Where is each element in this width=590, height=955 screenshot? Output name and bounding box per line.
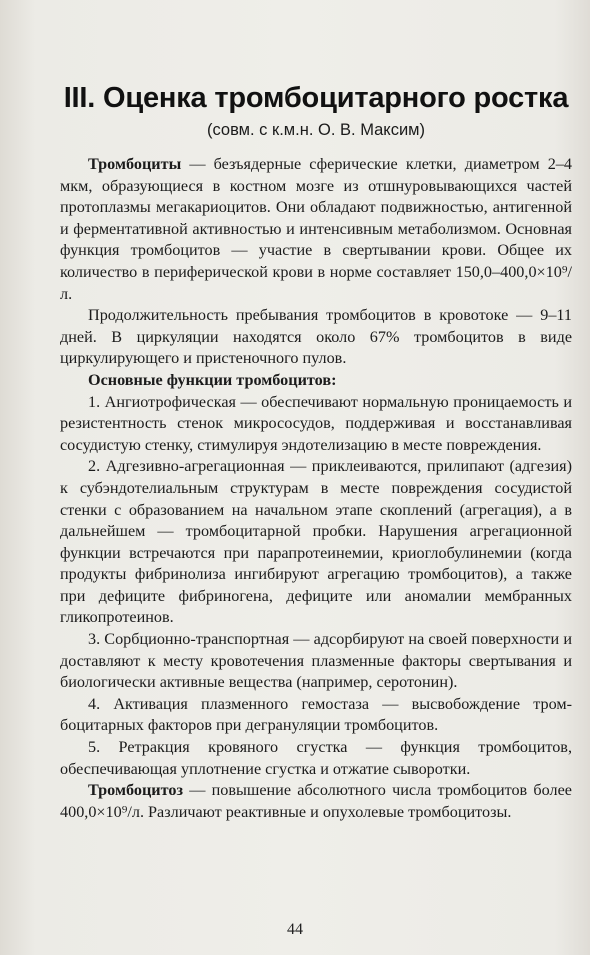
paragraph-text: 1. Ангиотрофическая — обеспечивают нормальную проницаемость и резистентность стенок микрососудов, поддерживая и восстанавливая сосудистую стенку, стимулируя эндотелизацию в месте повреждения. <box>60 392 572 454</box>
paragraph-function-4 <box>60 694 572 737</box>
paragraph-function-2 <box>60 456 572 629</box>
paragraph-text: 2. Адгезивно-агрегационная — приклеиваются, прилипают (адгезия) к субэндотелиальным структурам в месте повреждения сосудистой стенки с образованием на начальном этапе скоплений (агрегация), а в дальнейшем — тромбоцитарной пробки. Нарушения агрегационной функции встречаются при парапротеинемии, криоглобулинемии (когда продукты фибринолиза ингибируют агрегацию тромбоцитов), а также при дефиците фибриногена, дефиците или аномалии мембранных гликопротеинов. <box>60 457 572 627</box>
page-number: 44 <box>287 921 303 938</box>
paragraph-text: Продолжительность пребывания тромбоцитов в кровотоке — 9–11 дней. В циркуляции находятся около 67% тромбоцитов в виде циркулирующего и пристеночного пулов. <box>60 306 572 368</box>
page-content <box>60 82 572 823</box>
functions-heading: Основные функции тромбоцитов: <box>88 370 337 389</box>
term-thrombocytosis: Тромбоцитоз <box>88 781 183 800</box>
term-platelets: Тромбоциты <box>88 155 182 173</box>
paragraph-text: — безъядерные сферические клетки, диаметром 2–4 мкм, образующиеся в костном мозге из отшнуровывающихся частей протоплазмы мегакариоцитов. Они обладают подвижностью, антигенной и ферментативной активностью и интенсивным метаболизмом. Основная функция тромбоцитов — участие в свертывании крови. Общее их количество в периферической крови в норме составляет 150,0–400,0×10⁹/л. <box>60 155 572 303</box>
paragraph-text: — повышение абсолютного числа тромбоцитов более 400,0×10⁹/л. Различают реактивные и опухолевые тромбоцитозы. <box>60 781 572 821</box>
paragraph-platelets <box>60 154 572 305</box>
paragraph-thrombocytosis <box>60 780 572 823</box>
chapter-subtitle: (совм. с к.м.н. О. В. Максим) <box>206 121 426 139</box>
paragraph-text: 3. Сорбционно-транспортная — адсорбируют на своей поверхности и доставляют к месту кровотечения плазменные факторы свертывания и биологически активные вещества (например, серотонин). <box>60 630 572 692</box>
paragraph-lifespan <box>60 305 572 370</box>
paragraph-text: 5. Ретракция кровяного сгустка — функция тромбоцитов, обеспечивающая уплотнение сгустка и отжатие сыворотки. <box>60 738 572 778</box>
paragraph-function-1 <box>60 392 572 457</box>
paragraph-function-3 <box>60 629 572 694</box>
paragraph-functions-heading <box>60 370 572 392</box>
paragraph-text: 4. Активация плазменного гемостаза — высвобождение тромбоцитарных факторов при дегрануляции тромбоцитов. <box>60 694 572 735</box>
paragraph-function-5 <box>60 737 572 780</box>
chapter-title: III. Оценка тромбоцитарного ростка <box>63 82 569 114</box>
